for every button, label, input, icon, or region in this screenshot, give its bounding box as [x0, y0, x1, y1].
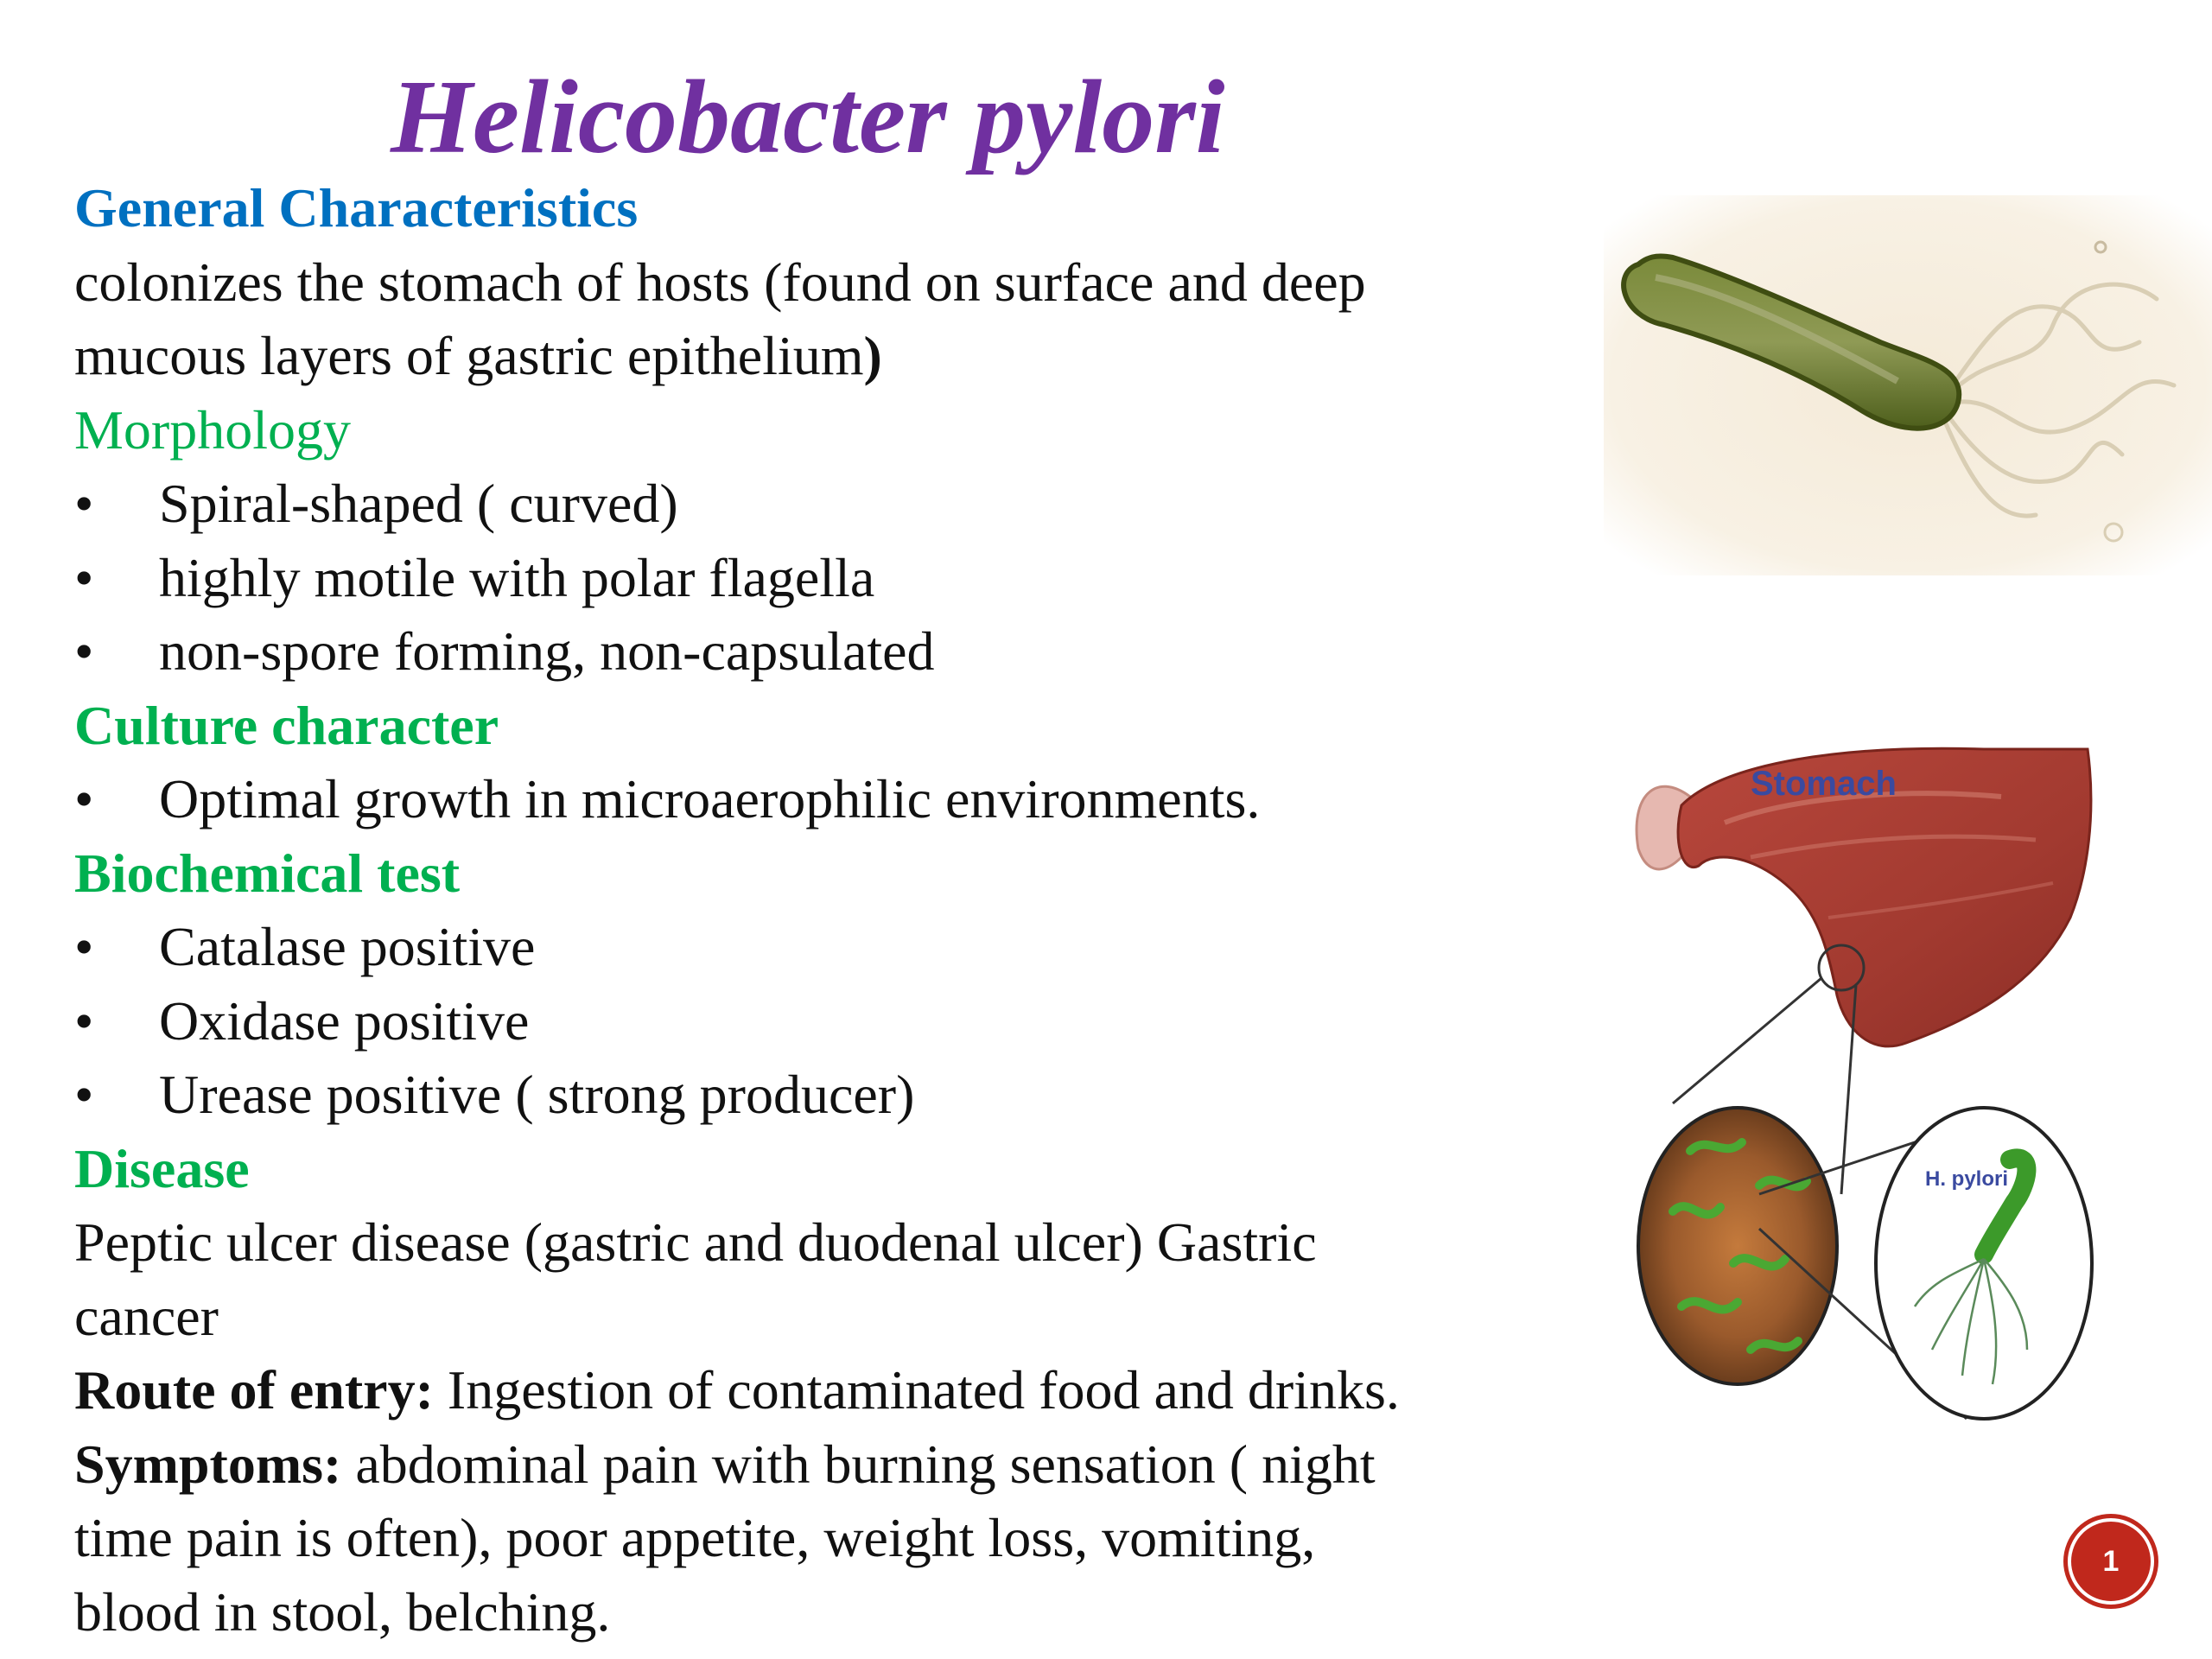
general-line-2-paren: ) — [863, 325, 882, 386]
stomach-diagram — [1621, 745, 2117, 1427]
morphology-item-text: non-spore forming, non-capsulated — [159, 620, 935, 682]
page-number-badge: 1 — [2068, 1518, 2154, 1605]
bullet-icon: • — [74, 989, 94, 1052]
morphology-item-text: highly motile with polar flagella — [159, 546, 875, 608]
biochemical-item — [74, 910, 1595, 984]
morphology-item-text: Spiral-shaped ( curved) — [159, 473, 678, 534]
stomach-label: Stomach — [1751, 765, 1897, 803]
symptoms-line-3: blood in stool, belching. — [74, 1580, 611, 1643]
route-of-entry — [74, 1353, 1595, 1427]
bullet-icon: • — [74, 620, 94, 682]
bacterium-illustration — [1604, 195, 2212, 575]
bullet-icon: • — [74, 473, 94, 534]
culture-heading: Culture character — [74, 694, 499, 756]
stomach-illustration — [1621, 745, 2117, 1427]
morphology-heading: Morphology — [74, 398, 351, 461]
bullet-icon: • — [74, 546, 94, 608]
disease-heading: Disease — [74, 1137, 250, 1199]
biochemical-heading: Biochemical test — [74, 842, 461, 904]
biochemical-item-text: Urease positive ( strong producer) — [159, 1064, 915, 1125]
symptoms-label: Symptoms: — [74, 1433, 342, 1495]
biochemical-item-text: Oxidase positive — [159, 989, 530, 1052]
bacterium-micrograph — [1604, 195, 2212, 575]
biochemical-item-text: Catalase positive — [159, 916, 536, 977]
culture-item-text: Optimal growth in microaerophilic environments. — [159, 768, 1261, 830]
disease-line-2: cancer — [74, 1285, 219, 1347]
symptoms-line-1 — [74, 1427, 1595, 1502]
morphology-item — [74, 614, 1595, 689]
symptoms-line-2: time pain is often), poor appetite, weight loss, vomiting, — [74, 1507, 1316, 1568]
biochemical-item — [74, 984, 1595, 1058]
culture-item — [74, 762, 1595, 836]
biochemical-item — [74, 1058, 1595, 1132]
general-line-2 — [74, 319, 1595, 393]
route-label: Route of entry: — [74, 1359, 434, 1421]
disease-line-1: Peptic ulcer disease (gastric and duodenal ulcer) Gastric — [74, 1211, 1317, 1273]
general-line-1: colonizes the stomach of hosts (found on surface and deep — [74, 251, 1366, 313]
morphology-item — [74, 467, 1595, 541]
symptoms-text: abdominal pain with burning sensation ( night — [341, 1433, 1376, 1495]
bullet-icon: • — [74, 768, 94, 830]
bullet-icon: • — [74, 916, 94, 977]
route-text: Ingestion of contaminated food and drinks. — [433, 1359, 1400, 1421]
bullet-icon: • — [74, 1064, 94, 1125]
slide-title: Helicobacter pylori — [391, 59, 1225, 175]
general-line-2-text: mucous layers of gastric epithelium — [74, 325, 864, 386]
morphology-item — [74, 541, 1595, 615]
general-characteristics-heading: General Characteristics — [74, 177, 639, 238]
hpylori-label: H. pylori — [1925, 1167, 2009, 1191]
slide-body — [74, 171, 1595, 1649]
